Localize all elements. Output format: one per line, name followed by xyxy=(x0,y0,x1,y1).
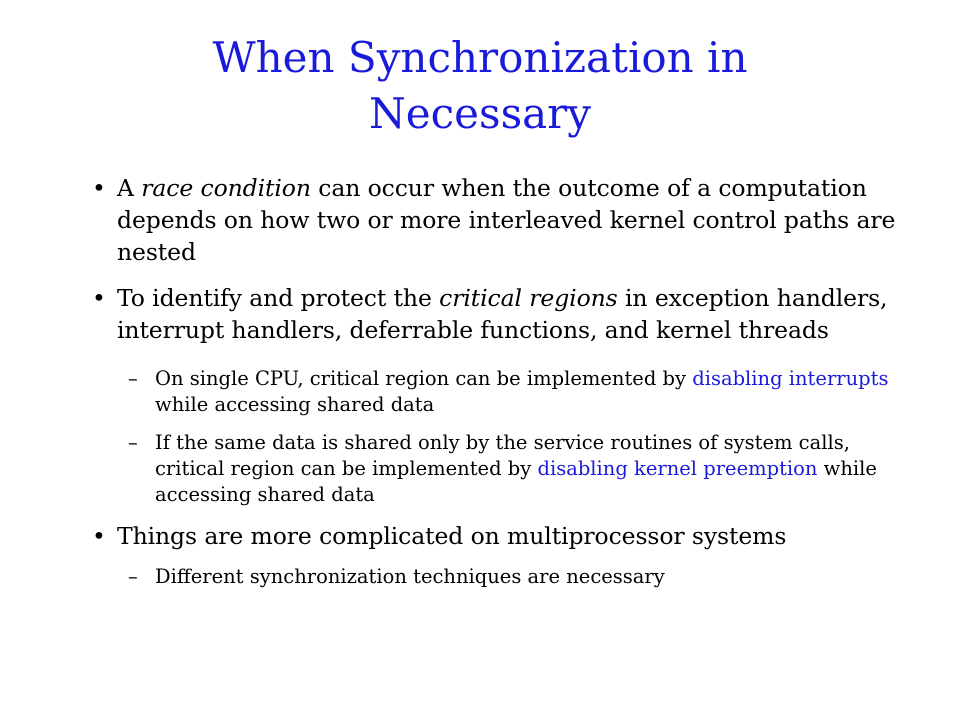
sub-bullet-techniques xyxy=(92,564,922,590)
sub-bullet-highlight: disabling interrupts xyxy=(692,367,889,390)
bullet-race-condition xyxy=(92,172,922,268)
sub-bullet-marker: – xyxy=(128,367,138,390)
bullet-marker: • xyxy=(92,284,106,312)
bullet-text: Things are more complicated on multiprocessor systems xyxy=(117,522,787,550)
sub-bullet-text-post: while accessing shared data xyxy=(155,457,877,506)
title-line-1: When Synchronization in xyxy=(212,33,748,82)
bullet-marker: • xyxy=(92,522,106,550)
bullet-marker: • xyxy=(92,174,106,202)
bullet-text-post: in exception handlers, interrupt handlers, deferrable functions, and kernel threads xyxy=(117,284,888,344)
sub-bullet-highlight: disabling kernel preemption xyxy=(537,457,818,480)
bullet-term-critical-regions: critical regions xyxy=(439,284,618,312)
bullet-term-race-condition: race condition xyxy=(141,174,311,202)
title-line-2: Necessary xyxy=(369,89,591,138)
bullet-multiprocessor xyxy=(92,520,922,552)
sub-bullet-text: Different synchronization techniques are necessary xyxy=(155,565,665,588)
bullet-text-pre: A xyxy=(117,174,142,202)
sub-bullet-text-pre: If the same data is shared only by the service routines of system calls, critical region can be implemented by xyxy=(155,431,850,480)
sub-bullet-single-cpu xyxy=(92,366,922,418)
sub-bullet-system-calls xyxy=(92,430,922,508)
bullet-text-pre: To identify and protect the xyxy=(117,284,440,312)
bullet-text-post: can occur when the outcome of a computation depends on how two or more interleaved kernel control paths are nested xyxy=(117,174,896,266)
sub-bullet-text-pre: On single CPU, critical region can be implemented by xyxy=(155,367,693,390)
slide-body xyxy=(92,172,922,590)
sub-bullet-marker: – xyxy=(128,565,138,588)
sub-bullet-text-post: while accessing shared data xyxy=(155,393,435,416)
bullet-critical-regions xyxy=(92,282,922,346)
slide-title xyxy=(60,30,900,142)
sub-bullet-marker: – xyxy=(128,431,138,454)
